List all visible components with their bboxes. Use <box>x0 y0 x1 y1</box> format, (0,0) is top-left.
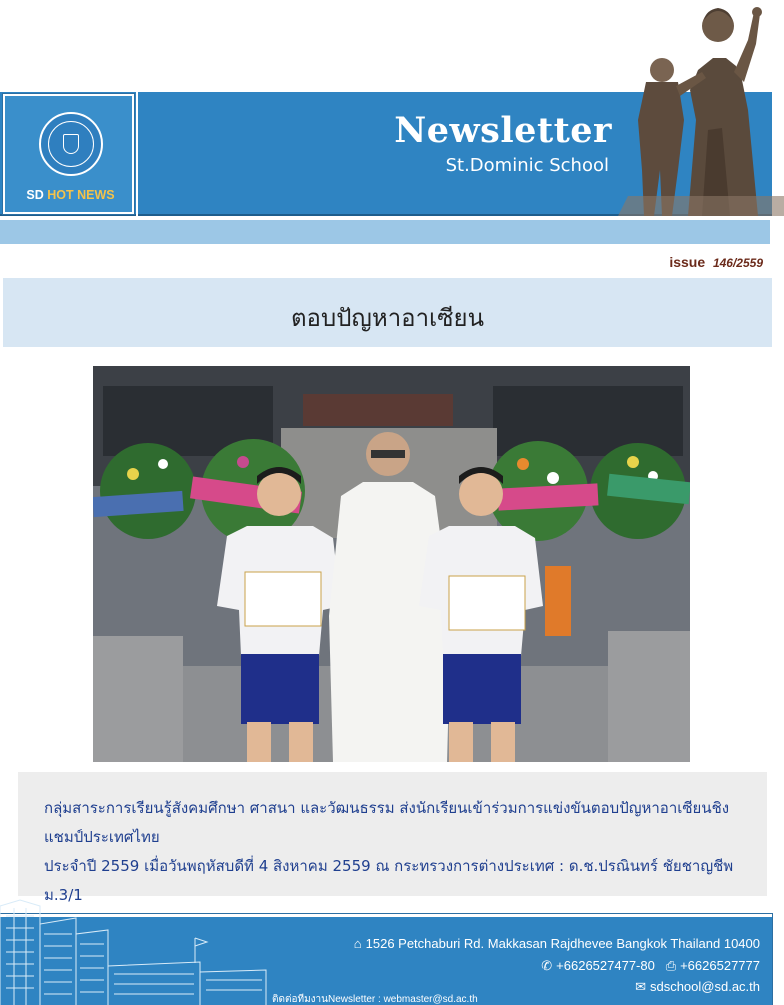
school-name: St.Dominic School <box>445 155 609 176</box>
article-line-1: กลุ่มสาระการเรียนรู้สังคมศึกษา ศาสนา และวัฒนธรรม ส่งนักเรียนเข้าร่วมการแข่งขันตอบปัญหาอาเซียนชิงแชมป์ประเทศไทย <box>44 799 730 846</box>
article-title-box <box>3 278 772 347</box>
school-logo-box <box>3 94 134 214</box>
footer-phones: ✆ +6626527477-80 ⎙ +6626527777 <box>541 958 760 973</box>
mail-icon: ✉ <box>635 979 646 994</box>
footer-contact[interactable]: ติดต่อทีมงานNewsletter : webmaster@sd.ac.th <box>272 994 478 1005</box>
footer-email[interactable]: ✉ sdschool@sd.ac.th <box>635 979 760 994</box>
article-title: ตอบปัญหาอาเซียน <box>290 304 485 332</box>
issue-number: issue 146/2559 <box>669 254 763 270</box>
footer-address: ⌂ 1526 Petchaburi Rd. Makkasan Rajdhevee Bangkok Thailand 10400 <box>353 936 760 951</box>
article-line-2: ประจำปี 2559 เมื่อวันพฤหัสบดีที่ 4 สิงหาคม 2559 ณ กระทรวงการต่างประเทศ : ด.ช.ปรณินทร์ ชัยชาญชีพ ม.3/1 <box>44 857 734 904</box>
hot-news-badge: SD HOT NEWS <box>26 188 115 202</box>
newsletter-title: Newsletter <box>394 110 612 151</box>
statue-image <box>618 0 784 216</box>
home-icon: ⌂ <box>353 936 362 951</box>
header-sub-band <box>0 218 770 244</box>
article-body <box>18 772 767 904</box>
header-divider <box>136 92 138 216</box>
fax-icon: ⎙ <box>665 958 677 973</box>
phone-icon: ✆ <box>541 958 553 973</box>
school-seal-icon <box>39 112 103 176</box>
article-photo <box>93 366 690 762</box>
school-buildings-illustration <box>0 898 270 1005</box>
